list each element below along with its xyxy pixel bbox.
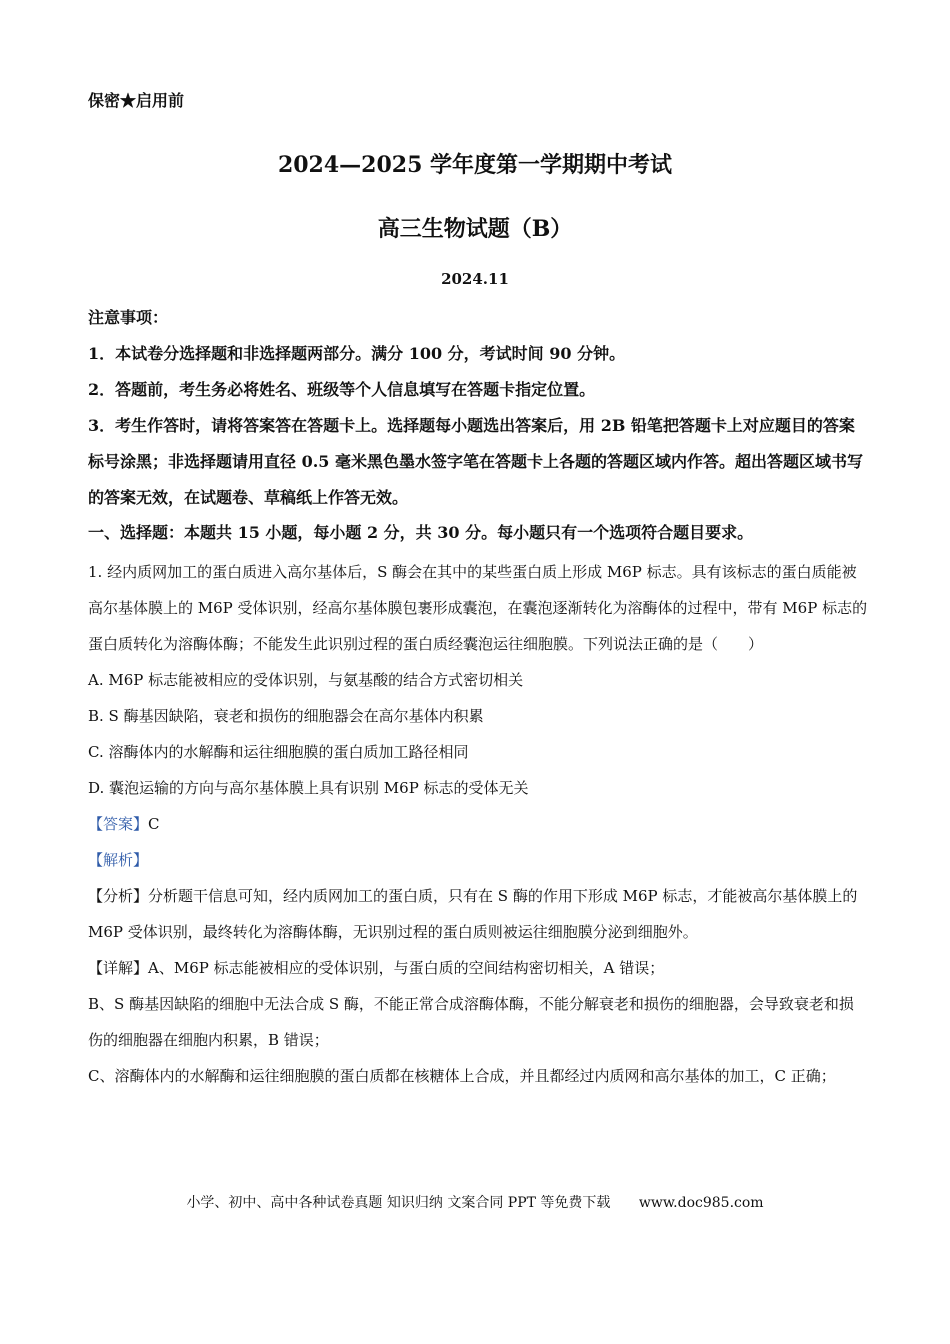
- detail-label: 【详解】: [88, 959, 149, 977]
- notice-item-3: 3．考生作答时，请将答案答在答题卡上。选择题每小题选出答案后，用 2B 铅笔把答题卡上对应题目的答案标号涂黑；非选择题请用直径 0.5 毫米黑色墨水签字笔在答题卡上各题的答题区域内作答。超出答题区域书写的答案无效，在试题卷、草稿纸上作答无效。: [88, 416, 863, 507]
- footer-url: www.doc985.com: [638, 1195, 764, 1211]
- notice-item-1: 1．本试卷分选择题和非选择题两部分。满分 100 分，考试时间 90 分钟。: [88, 344, 626, 363]
- section-title: 一、选择题：本题共 15 小题，每小题 2 分，共 30 分。每小题只有一个选项符合题目要求。: [88, 523, 754, 542]
- detail-a: [88, 950, 868, 986]
- confidential-label: 保密★启用前: [88, 91, 185, 110]
- analysis-tag: 【解析】: [88, 851, 149, 869]
- detail-b: B、S 酶基因缺陷的细胞中无法合成 S 酶，不能正常合成溶酶体酶，不能分解衰老和损伤的细胞器，会导致衰老和损伤的细胞器在细胞内积累，B 错误；: [88, 995, 854, 1049]
- detail-c: C、溶酶体内的水解酶和运往细胞膜的蛋白质都在核糖体上合成，并且都经过内质网和高尔基体的加工，C 正确；: [88, 1067, 836, 1085]
- question-1: [88, 554, 868, 1094]
- page-footer: [0, 1192, 950, 1212]
- answer-value: C: [148, 815, 160, 833]
- option-c: C. 溶酶体内的水解酶和运往细胞膜的蛋白质加工路径相同: [88, 743, 469, 761]
- analysis-label: 【分析】: [88, 887, 149, 905]
- answer-line: [88, 806, 868, 842]
- option-a: A. M6P 标志能被相应的受体识别，与氨基酸的结合方式密切相关: [88, 671, 524, 689]
- question-stem: 1. 经内质网加工的蛋白质进入高尔基体后，S 酶会在其中的某些蛋白质上形成 M6P 标志。具有该标志的蛋白质能被高尔基体膜上的 M6P 受体识别，经高尔基体膜包裹形成囊泡，在囊泡逐渐转化为溶酶体的过程中，带有 M6P 标志的蛋白质转化为溶酶体酶；不能发生此识别过程的蛋白质经囊泡运往细胞膜。下列说法正确的是（ ）: [88, 563, 868, 653]
- analysis-paragraph: [88, 878, 868, 950]
- footer-text: 小学、初中、高中各种试卷真题 知识归纳 文案合同 PPT 等免费下载: [186, 1195, 611, 1211]
- exam-date: 2024.11: [441, 270, 509, 288]
- analysis-text: 分析题干信息可知，经内质网加工的蛋白质，只有在 S 酶的作用下形成 M6P 标志，才能被高尔基体膜上的 M6P 受体识别，最终转化为溶酶体酶，无识别过程的蛋白质则被运往细胞膜分泌到细胞外。: [88, 887, 858, 941]
- notice-block: [88, 300, 868, 516]
- option-b: B. S 酶基因缺陷，衰老和损伤的细胞器会在高尔基体内积累: [88, 707, 484, 725]
- option-d: D. 囊泡运输的方向与高尔基体膜上具有识别 M6P 标志的受体无关: [88, 779, 529, 797]
- notice-item-2: 2．答题前，考生务必将姓名、班级等个人信息填写在答题卡指定位置。: [88, 380, 596, 399]
- detail-a-text: A、M6P 标志能被相应的受体识别，与蛋白质的空间结构密切相关，A 错误；: [148, 959, 665, 977]
- notice-heading: 注意事项：: [88, 308, 169, 327]
- exam-title: 2024—2025 学年度第一学期期中考试: [277, 152, 673, 178]
- analysis-line: [88, 842, 868, 878]
- answer-tag: 【答案】: [88, 815, 149, 833]
- exam-subtitle: 高三生物试题（B）: [377, 216, 573, 242]
